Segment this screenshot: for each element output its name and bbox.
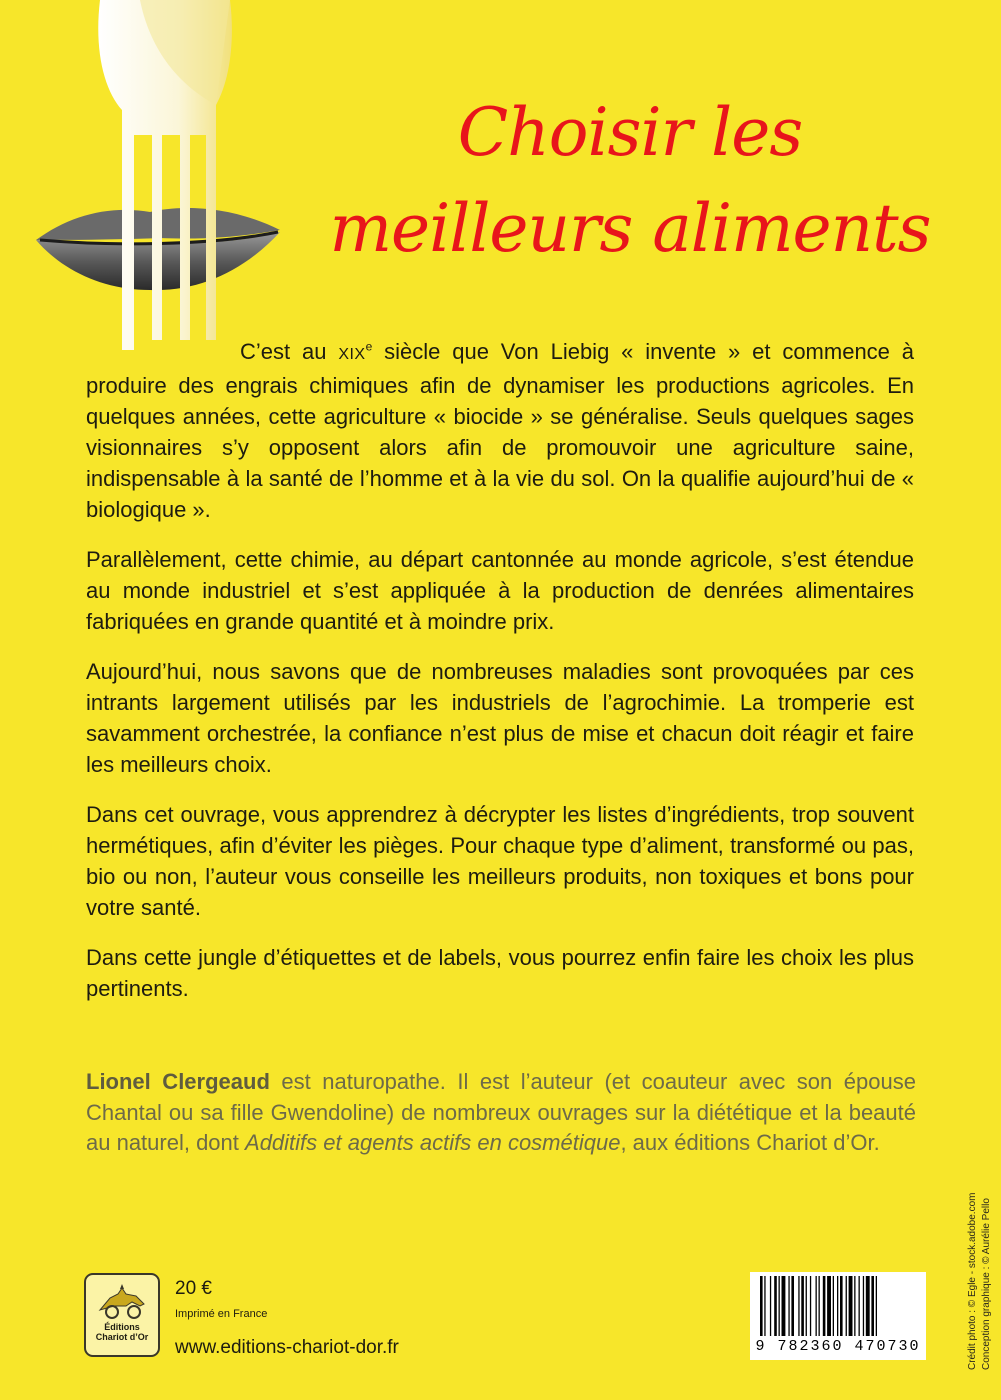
printed-in: Imprimé en France xyxy=(175,1308,268,1320)
blurb xyxy=(86,336,914,1023)
isbn-number: 9 782360 470730 xyxy=(755,1338,921,1355)
cited-book-title: Additifs et agents actifs en cosmétique xyxy=(245,1130,621,1155)
logo-line-1: Éditions xyxy=(104,1322,140,1332)
blurb-paragraph-1: C’est au XIXe siècle que Von Liebig « invente » et commence à produire des engrais chimiques afin de dynamiser les productions agricoles. En quelques années, cette agriculture « biocide » se généralise. Seuls quelques sages visionnaires s’y opposent alors afin de promouvoir une agriculture saine, indispensable à la santé de l’homme et à la vie du sol. On la qualifie aujourd’hui de « biologique ». xyxy=(86,339,915,522)
blurb-paragraph-5: Dans cette jungle d’étiquettes et de labels, vous pourrez enfin faire les choix les plus pertinents. xyxy=(86,945,914,1001)
barcode-bars xyxy=(756,1276,920,1338)
design-credit: Conception graphique : © Aurélie Pello xyxy=(981,1198,992,1370)
price: 20 € xyxy=(175,1278,212,1299)
author-name: Lionel Clergeaud xyxy=(86,1069,270,1094)
title-line-1: Choisir les xyxy=(457,94,803,171)
photo-credit: Crédit photo : © Egle - stock.adobe.com xyxy=(967,1192,978,1370)
chariot-icon xyxy=(92,1280,152,1320)
logo-line-2: Chariot d’Or xyxy=(95,1332,149,1342)
title-line-2: meilleurs aliments xyxy=(329,190,931,267)
blurb-paragraph-4: Dans cet ouvrage, vous apprendrez à décrypter les listes d’ingrédients, trop souvent hermétiques, afin d’éviter les pièges. Pour chaque type d’aliment, transformé ou pas, bio ou non, l’auteur vous conseille les meilleurs produits, non toxiques et bons pour votre santé. xyxy=(86,802,914,920)
fork-and-lips-illustration xyxy=(30,0,290,360)
fork-icon xyxy=(98,0,232,350)
century-numeral: XIX xyxy=(338,346,366,363)
book-title xyxy=(310,85,950,277)
credits xyxy=(966,1120,994,1370)
barcode xyxy=(750,1272,926,1360)
publisher-website: www.editions-chariot-dor.fr xyxy=(175,1337,399,1358)
blurb-paragraph-2: Parallèlement, cette chimie, au départ cantonnée au monde agricole, s’est étendue au monde industriel et s’est appliquée à la production de denrées alimentaires fabriquées en grande quantité et à moindre prix. xyxy=(86,547,914,634)
blurb-paragraph-3: Aujourd’hui, nous savons que de nombreuses maladies sont provoquées par ces intrants largement utilisés par les industriels de l’agrochimie. La tromperie est savamment orchestrée, la confiance n’est plus de mise et chacun doit réagir et faire les meilleurs choix. xyxy=(86,659,914,777)
author-bio: Lionel Clergeaud est naturopathe. Il est l’auteur (et coauteur avec son épouse Chantal ou sa fille Gwendoline) de nombreux ouvrages sur la diététique et la beauté au naturel, dont Additifs et agents actifs en cosmétique, aux éditions Chariot d’Or. xyxy=(86,1069,916,1155)
publisher-logo xyxy=(84,1273,160,1357)
